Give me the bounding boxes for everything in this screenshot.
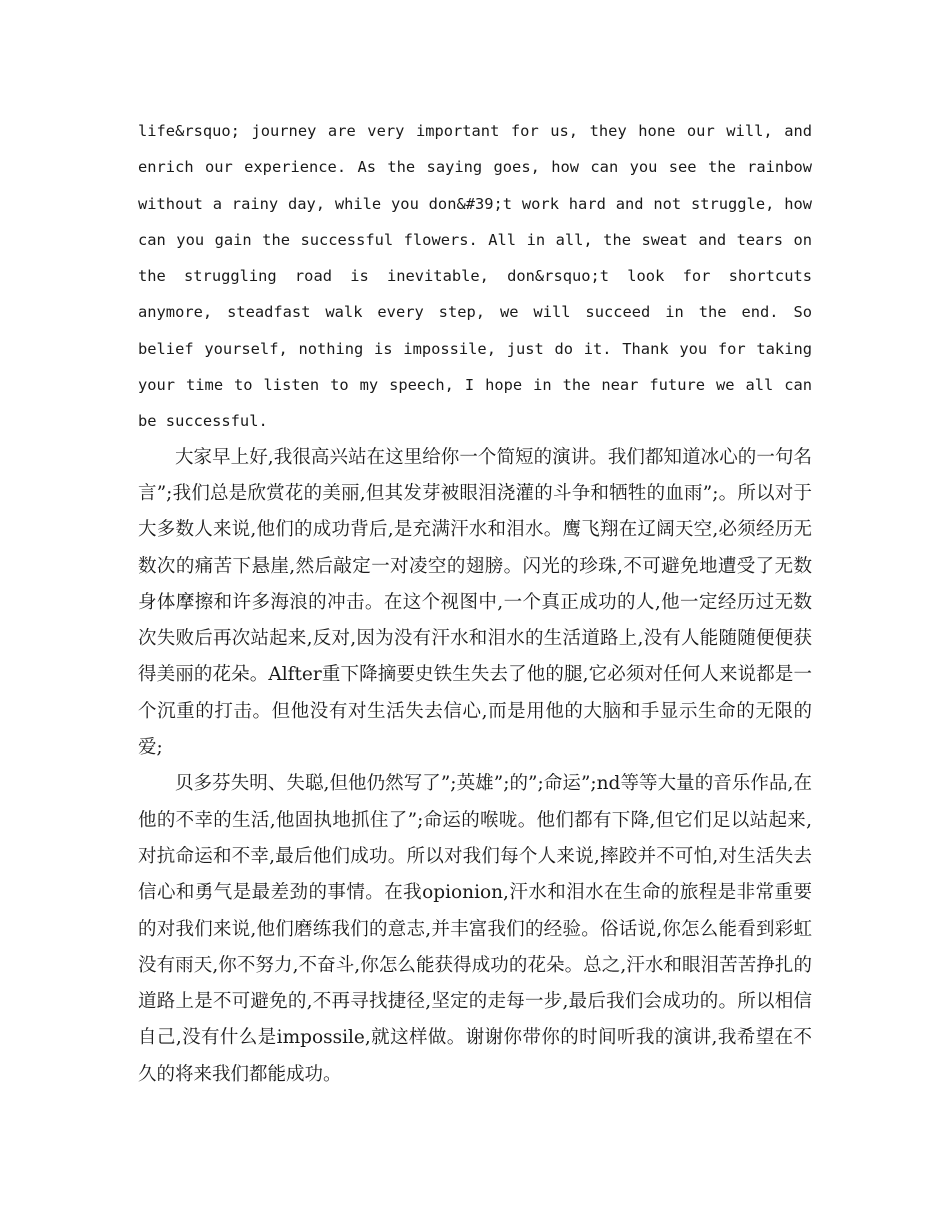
paragraph-chinese-speech-1: 大家早上好,我很高兴站在这里给你一个简短的演讲。我们都知道冰心的一句名言”;我们总是欣赏花的美丽,但其发芽被眼泪浇灌的斗争和牺牲的血雨”;。所以对于大多数人来说,他们的成功背后,是充满汗水和泪水。鹰飞翔在辽阔天空,必须经历无数次的痛苦下悬崖,然后敲定一对凌空的翅膀。闪光的珍珠,不可避免地遭受了无数身体摩擦和许多海浪的冲击。在这个视图中,一个真正成功的人,他一定经历过无数次失败后再次站起来,反对,因为没有汗水和泪水的生活道路上,没有人能随随便便获得美丽的花朵。Alfter重下降摘要史铁生失去了他的腿,它必须对任何人来说都是一个沉重的打击。但他没有对生活失去信心,而是用他的大脑和手显示生命的无限的爱; — [138, 446, 812, 759]
document-body — [138, 113, 812, 1093]
paragraph-chinese-speech-2: 贝多芬失明、失聪,但他仍然写了”;英雄”;的”;命运”;nd等等大量的音乐作品,在他的不幸的生活,他固执地抓住了”;命运的喉咙。他们都有下降,但它们足以站起来,对抗命运和不幸,最后他们成功。所以对我们每个人来说,摔跤并不可怕,对生活失去信心和勇气是最差劲的事情。在我opionion,汗水和泪水在生命的旅程是非常重要的对我们来说,他们磨练我们的意志,并丰富我们的经验。俗话说,你怎么能看到彩虹没有雨天,你不努力,不奋斗,你怎么能获得成功的花朵。总之,汗水和眼泪苦苦挣扎的道路上是不可避免的,不再寻找捷径,坚定的走每一步,最后我们会成功的。所以相信自己,没有什么是impossile,就这样做。谢谢你带你的时间听我的演讲,我希望在不久的将来我们都能成功。 — [138, 773, 812, 1085]
paragraph-english-speech: life&rsquo; journey are very important for us, they hone our will, and enrich our experience. As the saying goes, how can you see the rainbow without a rainy day, while you don&#39;t work hard and not struggle, how can you gain the successful flowers. All in all, the sweat and tears on the struggling road is inevitable, don&rsquo;t look for shortcuts anymore, steadfast walk every step, we will succeed in the end. So belief yourself, nothing is impossile, just do it. Thank you for taking your time to listen to my speech, I hope in the near future we all can be successful. — [138, 122, 812, 431]
